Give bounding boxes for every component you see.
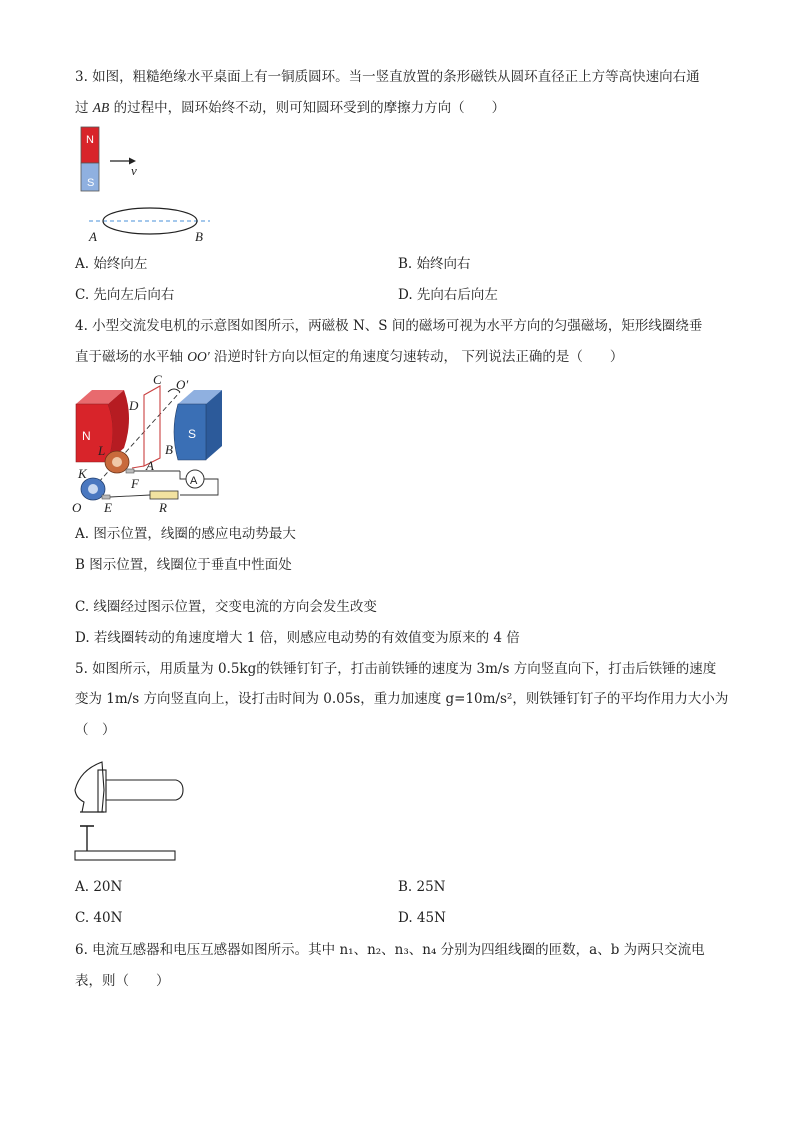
label-e: E xyxy=(104,500,112,515)
magnet-north-label: N xyxy=(86,134,94,146)
label-b: B xyxy=(165,442,173,457)
q4-stem-prefix: 直于磁场的水平轴 xyxy=(75,349,188,365)
q5-stem-line3: （ ） xyxy=(75,722,116,738)
hammer-neck xyxy=(98,770,106,812)
label-o: O xyxy=(72,500,82,515)
label-c: C xyxy=(153,372,162,387)
q3-stem-prefix: 过 xyxy=(75,100,93,116)
q4-stem-suffix: 沿逆时针方向以恒定的角速度匀速转动， 下列说法正确的是（ ） xyxy=(209,349,624,365)
point-b-label: B xyxy=(195,229,203,244)
q4-option-c[interactable]: C. 线圈经过图示位置，交变电流的方向会发生改变 xyxy=(75,599,377,615)
q3-ab-label: AB xyxy=(92,100,110,115)
wood-board xyxy=(75,851,175,860)
q4-axis-label: OO′ xyxy=(187,349,210,364)
label-d: D xyxy=(129,398,139,413)
q4-option-a[interactable]: A. 图示位置，线圈的感应电动势最大 xyxy=(75,526,296,542)
q5-option-a[interactable]: A. 20N xyxy=(75,879,123,895)
q4-stem-line1: 4. 小型交流发电机的示意图如图所示，两磁极 N、S 间的磁场可视为水平方向的匀强磁场，矩形线圈绕垂 xyxy=(75,318,703,334)
ammeter-label: A xyxy=(190,475,198,487)
q4-option-d[interactable]: D. 若线圈转动的角速度增大 1 倍，则感应电动势的有效值变为原来的 4 倍 xyxy=(75,630,520,646)
north-pole-label: N xyxy=(82,429,91,443)
label-l: L xyxy=(98,443,106,458)
q3-option-b[interactable]: B. 始终向右 xyxy=(398,256,471,272)
q3-option-c[interactable]: C. 先向左后向右 xyxy=(75,287,175,303)
hammer-handle xyxy=(106,780,183,800)
point-a-label: A xyxy=(89,229,97,244)
q4-option-b[interactable]: B 图示位置，线圈位于垂直中性面处 xyxy=(75,557,292,573)
q5-option-c[interactable]: C. 40N xyxy=(75,910,123,926)
magnet-south-label: S xyxy=(87,177,95,189)
south-pole-label: S xyxy=(188,427,197,441)
q5-stem-line1: 5. 如图所示，用质量为 0.5kg的铁锤钉钉子，打击前铁锤的速度为 3m/s 方向竖直向下，打击后铁锤的速度 xyxy=(75,661,717,677)
label-k: K xyxy=(78,466,87,481)
q3-option-d[interactable]: D. 先向右后向左 xyxy=(398,287,498,303)
q3-stem-suffix: 的过程中，圆环始终不动，则可知圆环受到的摩擦力方向（ ） xyxy=(109,100,506,116)
q5-option-d[interactable]: D. 45N xyxy=(398,910,446,926)
q3-option-a[interactable]: A. 始终向左 xyxy=(75,256,148,272)
label-o-prime: O′ xyxy=(176,377,189,392)
label-f: F xyxy=(131,476,139,491)
q3-stem-line1: 3. 如图，粗糙绝缘水平桌面上有一铜质圆环。当一竖直放置的条形磁铁从圆环直径正上方等高快速向右通 xyxy=(75,69,700,85)
q5-stem-line2: 变为 1m/s 方向竖直向上，设打击时间为 0.05s，重力加速度 g=10m/s²，则铁锤钉钉子的平均作用力大小为 xyxy=(75,691,729,707)
q6-stem-line2: 表，则（ ） xyxy=(75,973,170,989)
velocity-label: v xyxy=(131,163,137,178)
q5-option-b[interactable]: B. 25N xyxy=(398,879,446,895)
q6-stem-line1: 6. 电流互感器和电压互感器如图所示。其中 n₁、n₂、n₃、n₄ 分别为四组线圈的匝数，a、b 为两只交流电 xyxy=(75,942,705,958)
label-r: R xyxy=(159,500,167,515)
label-a: A xyxy=(146,458,154,473)
